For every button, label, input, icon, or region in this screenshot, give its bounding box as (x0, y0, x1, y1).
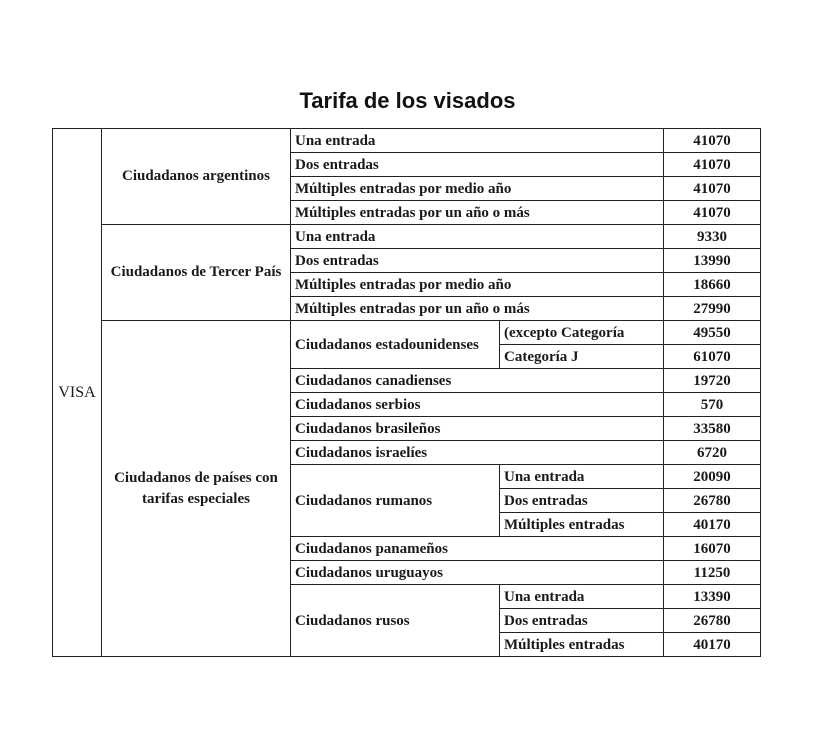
fee-value: 27990 (664, 297, 761, 321)
fee-value: 41070 (664, 153, 761, 177)
visa-label: VISA (53, 129, 102, 657)
fee-value: 40170 (664, 513, 761, 537)
nationality-panamenos: Ciudadanos panameños (291, 537, 664, 561)
entry-type: Categoría J (500, 345, 664, 369)
visa-fee-table (52, 128, 761, 657)
fee-value: 9330 (664, 225, 761, 249)
nationality-rumanos: Ciudadanos rumanos (291, 465, 500, 537)
entry-type: Múltiples entradas por un año o más (291, 201, 664, 225)
entry-type: Múltiples entradas (500, 633, 664, 657)
entry-type: Múltiples entradas (500, 513, 664, 537)
fee-value: 40170 (664, 633, 761, 657)
nationality-israelies: Ciudadanos israelíes (291, 441, 664, 465)
entry-type: Una entrada (500, 465, 664, 489)
entry-type: Dos entradas (291, 249, 664, 273)
fee-value: 26780 (664, 609, 761, 633)
nationality-rusos: Ciudadanos rusos (291, 585, 500, 657)
entry-type: Múltiples entradas por medio año (291, 273, 664, 297)
fee-value: 20090 (664, 465, 761, 489)
fee-value: 13990 (664, 249, 761, 273)
fee-value: 41070 (664, 201, 761, 225)
entry-type: Dos entradas (500, 609, 664, 633)
group-especiales: Ciudadanos de países con tarifas especiales (102, 321, 291, 657)
nationality-serbios: Ciudadanos serbios (291, 393, 664, 417)
table-row (53, 129, 761, 153)
entry-type: Múltiples entradas por medio año (291, 177, 664, 201)
entry-type: Una entrada (291, 129, 664, 153)
fee-value: 49550 (664, 321, 761, 345)
entry-type: Dos entradas (291, 153, 664, 177)
fee-value: 13390 (664, 585, 761, 609)
entry-type: Una entrada (500, 585, 664, 609)
entry-type: (excepto Categoría (500, 321, 664, 345)
fee-value: 570 (664, 393, 761, 417)
group-argentinos: Ciudadanos argentinos (102, 129, 291, 225)
fee-value: 11250 (664, 561, 761, 585)
fee-value: 16070 (664, 537, 761, 561)
nationality-brasilenos: Ciudadanos brasileños (291, 417, 664, 441)
fee-value: 41070 (664, 129, 761, 153)
nationality-uruguayos: Ciudadanos uruguayos (291, 561, 664, 585)
fee-value: 26780 (664, 489, 761, 513)
nationality-estadounidenses: Ciudadanos estadounidenses (291, 321, 500, 369)
fee-value: 33580 (664, 417, 761, 441)
fee-value: 41070 (664, 177, 761, 201)
entry-type: Múltiples entradas por un año o más (291, 297, 664, 321)
nationality-canadienses: Ciudadanos canadienses (291, 369, 664, 393)
fee-value: 19720 (664, 369, 761, 393)
fee-value: 6720 (664, 441, 761, 465)
page-title: Tarifa de los visados (299, 88, 516, 113)
fee-value: 61070 (664, 345, 761, 369)
fee-value: 18660 (664, 273, 761, 297)
table-row (53, 321, 761, 345)
table-row (53, 225, 761, 249)
entry-type: Dos entradas (500, 489, 664, 513)
entry-type: Una entrada (291, 225, 664, 249)
group-tercer-pais: Ciudadanos de Tercer País (102, 225, 291, 321)
